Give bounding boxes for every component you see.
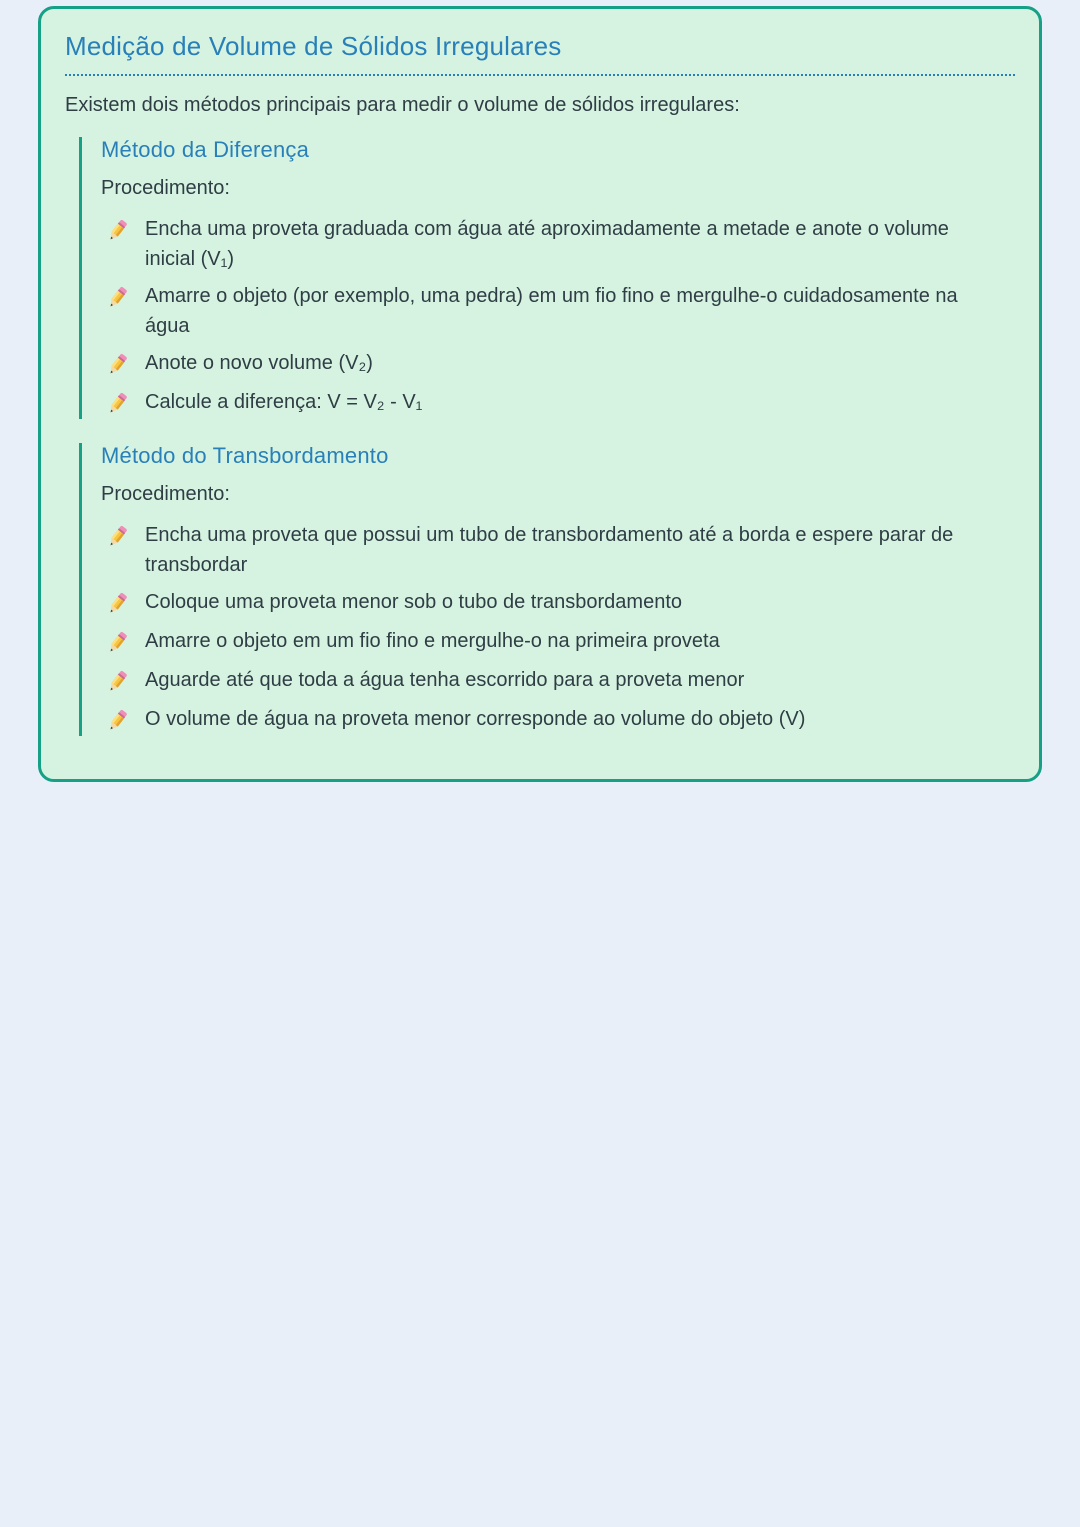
step-text: Coloque uma proveta menor sob o tubo de transbordamento	[145, 591, 683, 613]
pencil-icon	[105, 349, 130, 380]
procedure-label: Procedimento:	[101, 483, 230, 505]
procedure-label: Procedimento:	[101, 177, 230, 199]
list-item	[105, 214, 995, 274]
section-metodo-do-transbordamento	[79, 443, 1015, 736]
pencil-icon	[105, 282, 130, 313]
list-item	[105, 704, 995, 736]
step-text: Calcule a diferença: V = V₂ - V₁	[145, 391, 423, 413]
list-item	[105, 626, 995, 658]
card-title: Medição de Volume de Sólidos Irregulares	[65, 25, 1015, 76]
step-text: Amarre o objeto em um fio fino e mergulhe-o na primeira proveta	[145, 630, 720, 652]
pencil-icon	[105, 705, 130, 736]
list-item	[105, 387, 995, 419]
steps-list	[101, 520, 1015, 736]
section-heading: Método do Transbordamento	[101, 443, 389, 468]
pencil-icon	[105, 521, 130, 552]
section-metodo-da-diferenca	[79, 137, 1015, 419]
list-item	[105, 348, 995, 380]
topic-card	[38, 6, 1042, 782]
pencil-icon	[105, 388, 130, 419]
step-text: Anote o novo volume (V₂)	[145, 352, 373, 374]
pencil-icon	[105, 215, 130, 246]
pencil-icon	[105, 666, 130, 697]
pencil-icon	[105, 627, 130, 658]
pencil-icon	[105, 588, 130, 619]
step-text: Amarre o objeto (por exemplo, uma pedra) em um fio fino e mergulhe-o cuidadosamente na água	[145, 285, 958, 337]
step-text: O volume de água na proveta menor corresponde ao volume do objeto (V)	[145, 708, 806, 730]
step-text: Aguarde até que toda a água tenha escorrido para a proveta menor	[145, 669, 745, 691]
list-item	[105, 520, 995, 580]
step-text: Encha uma proveta que possui um tubo de transbordamento até a borda e espere parar de transbordar	[145, 524, 954, 576]
step-text: Encha uma proveta graduada com água até aproximadamente a metade e anote o volume inicial (V₁)	[145, 218, 949, 270]
intro-text: Existem dois métodos principais para medir o volume de sólidos irregulares:	[65, 94, 740, 116]
section-heading: Método da Diferença	[101, 137, 310, 162]
list-item	[105, 665, 995, 697]
list-item	[105, 587, 995, 619]
steps-list	[101, 214, 1015, 419]
list-item	[105, 281, 995, 341]
